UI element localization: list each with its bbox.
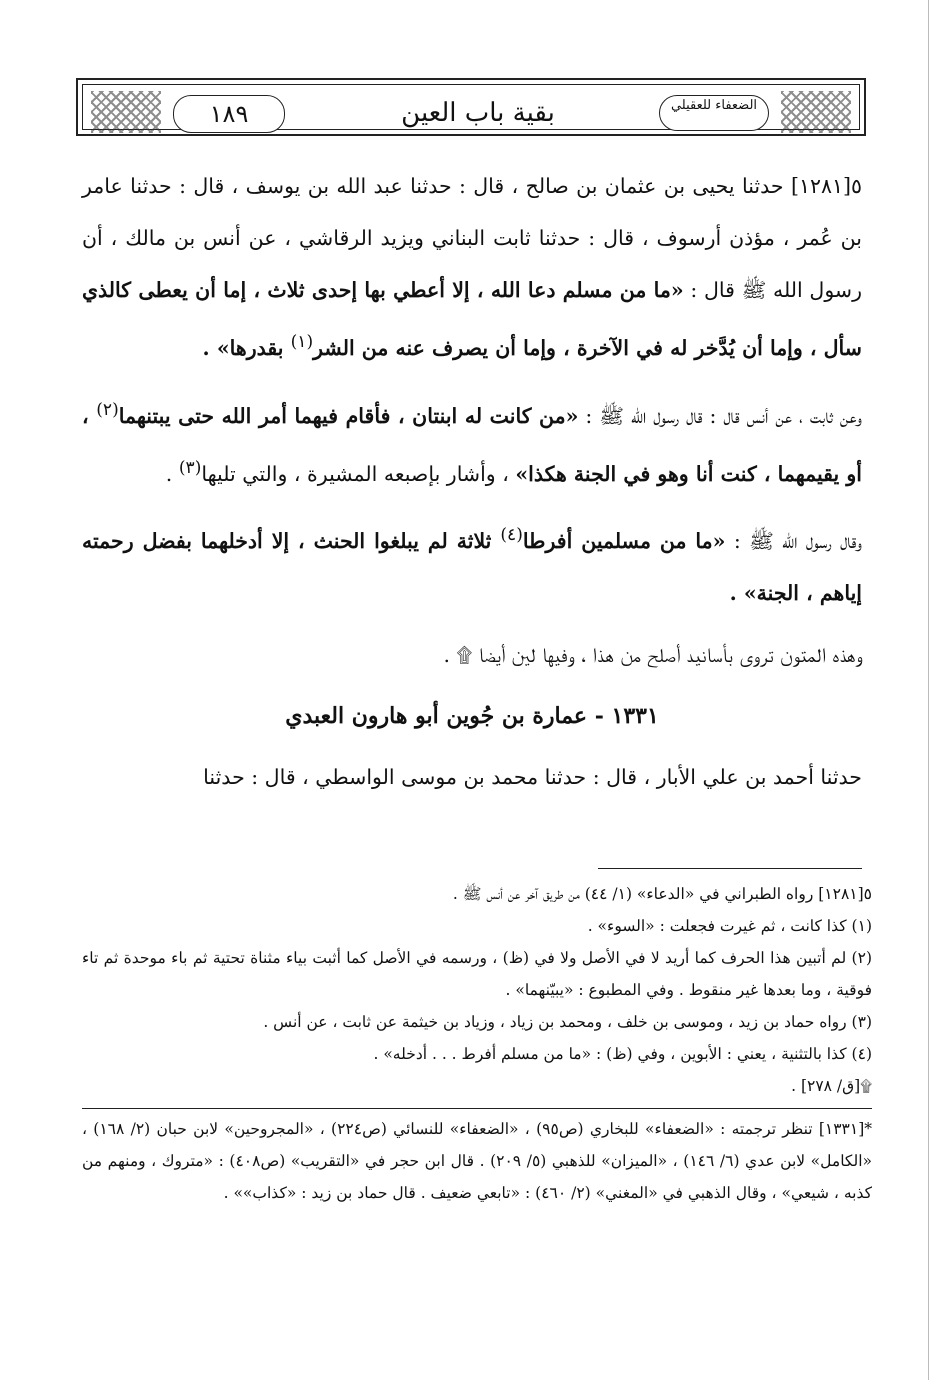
footnote-marker: (٣) — [178, 457, 202, 478]
ornament-left-icon — [91, 91, 161, 133]
isnad-text: وعن ثابت ، عن أنس قال : قال رسول الله ﷺ : — [578, 403, 862, 428]
footnote-4: (٤) كذا بالتثنية ، يعني : الأبوين ، وفي (ظ) : «ما من مسلم أفرط . . . أدخله» . — [373, 1045, 872, 1063]
manuscript-folio: ۩[ق/ ٢٧٨] . — [791, 1077, 872, 1095]
chapter-title: بقية باب العين — [401, 98, 555, 128]
footnote-divider — [598, 868, 862, 869]
footnote-2: (٢) لم أتبين هذا الحرف كما أريد لا في الأصل ولا في (ظ) ، ورسمه في الأصل كما أثبت بياء مثناة تحتية ثم باء موحدة ثم تاء فوقية ، وما بعدها غير منقوط . وفي المطبوع : «يبيّنهما» . — [82, 949, 872, 999]
commentary-paragraph: وهذه المتون تروى بأسانيد أصلح من هذا ، وفيها لين أيضا ۩ . — [443, 643, 862, 668]
narrative-text: ، وأشار بإصبعه المشيرة ، والتي تليها — [201, 461, 516, 486]
hadith-paragraph-1 — [82, 160, 862, 374]
header-frame — [82, 84, 860, 130]
entry-paragraph: حدثنا أحمد بن علي الأبار ، قال : حدثنا محمد بن موسى الواسطي ، قال : حدثنا — [203, 765, 862, 790]
page-number: ١٨٩ — [173, 95, 285, 133]
footnote-marker: (٤) — [500, 525, 523, 546]
matn-text: «ما من مسلمين أفرطا — [522, 529, 726, 554]
footnotes — [82, 878, 872, 1209]
hadith-paragraph-3 — [82, 509, 862, 619]
isnad-text: وقال رسول الله ﷺ : — [725, 529, 863, 554]
narrative-end: . — [165, 461, 179, 486]
footnote-marker: (١) — [290, 332, 314, 352]
ornament-right-icon — [781, 91, 851, 133]
matn-end: بقدرها» . — [202, 335, 291, 360]
matn-text: «ما من مسلم دعا الله ، إلا أعطي بها إحدى ثلاث ، إما أن يعطى كالذي سأل ، وإما أن يُدَّخر له في الآخرة ، وإما أن يصرف عنه من الشر — [82, 278, 862, 360]
footnote-biography: *[١٣٣١] تنظر ترجمته : «الضعفاء» للبخاري (ص٩٥) ، «الضعفاء» للنسائي (ص٢٢٤) ، «المجروحين» لابن حبان (٢/ ١٦٨) ، «الكامل» لابن عدي (٦/ ١٤٦) ، «الميزان» للذهبي (٥/ ٢٠٩) . قال ابن حجر في «التقريب» (ص٤٠٨) : «متروك ، ومنهم من كذبه ، شيعي» ، وقال الذهبي في «المغني» (٢/ ٤٦٠) : «تابعي ضعيف . قال حماد بن زيد : «كذاب»» . — [82, 1120, 873, 1202]
matn-text: «من كانت له ابنتان ، فأقام فيهما أمر الله حتى يبتنهما — [118, 403, 579, 428]
hadith-number: ٥[١٢٨١] — [783, 174, 863, 198]
entry-heading: ١٣٣١ - عمارة بن جُوين أبو هارون العبدي — [285, 703, 659, 730]
main-text — [82, 160, 862, 813]
matn-text-2: ثلاثة لم يبلغوا الحنث ، إلا أدخلهما بفضل رحمته إياهم ، الجنة» . — [82, 529, 862, 606]
hadith-paragraph-2 — [82, 384, 862, 500]
footnote-source: ٥[١٢٨١] رواه الطبراني في «الدعاء» (١/ ٤٤) من طريق آخر عن أنس ﷺ . — [452, 885, 872, 903]
isnad-text: حدثنا يحيى بن عثمان بن صالح ، قال : حدثنا عبد الله بن يوسف ، قال : حدثنا عامر بن عُمر ، مؤذن أرسوف ، قال : حدثنا ثابت البناني ويزيد الرقاشي ، عن أنس بن مالك ، أن رسول الله ﷺ قال : — [82, 174, 862, 302]
page-edge — [928, 0, 929, 1380]
matn-text-2: ، أو يقيمهما ، كنت أنا وهو في الجنة هكذا» — [82, 403, 862, 486]
footnote-1: (١) كذا كانت ، ثم غيرت فجعلت : «السوء» . — [587, 917, 872, 935]
footnote-3: (٣) رواه حماد بن زيد ، وموسى بن خلف ، ومحمد بن زياد ، وزياد بن خيثمة عن ثابت ، عن أنس . — [263, 1013, 872, 1031]
footnote-marker: (٢) — [96, 399, 119, 420]
footnote-separator — [82, 1108, 872, 1109]
book-title: الضعفاء للعقيلي — [659, 95, 769, 131]
page-header — [76, 78, 866, 136]
